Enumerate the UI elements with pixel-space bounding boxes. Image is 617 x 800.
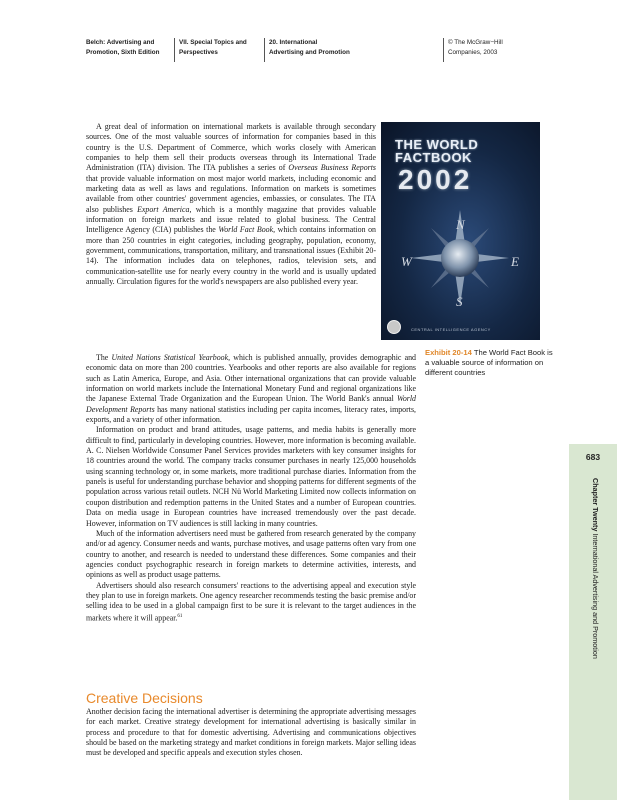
header-copyright: © The McGraw−Hill Companies, 2003 xyxy=(448,39,503,56)
compass-s: S xyxy=(456,294,463,309)
header-part: VII. Special Topics and Perspectives xyxy=(179,39,247,56)
header-divider xyxy=(264,38,265,62)
paragraph: A great deal of information on international markets is available through secondary sources. One of the most valuable sources of information for companies based in this country is the U.S. Department of Commerce, which works closely with American companies to help them sell their products overseas through its International Trade Administration (ITA) division. The ITA publishes a series of Overseas Business Reports that provide valuable information on most major world markets, including economic and marketing data as well as laws and regulations. Information on markets is sometimes available from other countries' government agencies, embassies, or consulates. The ITA also publishes Export America, which is a monthly magazine that provides valuable information on foreign markets and issue related to global business. The Central Intelligence Agency (CIA) publishes the World Fact Book, which contains information on more than 250 countries in eight categories, including geography, population, economy, government, communications, transportation, military, and transnational issues (Exhibit 20-14). The information includes data on telephones, radios, television sets, and communication-satellite use for nearly every country in the world and is usually updated annually. Circulation figures for the world's newspapers are also published every year. xyxy=(86,122,376,287)
compass-w: W xyxy=(401,254,412,269)
chapter-title-vertical xyxy=(586,478,600,778)
page-number: 683 xyxy=(585,452,601,462)
exhibit-caption-text: The World Fact Book is a valuable source of information on different countries xyxy=(425,348,553,377)
header-divider xyxy=(443,38,444,62)
cover-title: THE WORLD FACTBOOK xyxy=(395,137,479,165)
header-divider xyxy=(174,38,175,62)
paragraph: Much of the information advertisers need must be gathered from research generated by the company and/or ad agency. Consumer needs and wants, purchase motives, and usage patterns often vary from one country to another, and research is needed to understand these differences. Some companies and their agencies conduct psychographic research in foreign markets to determine activities, interests, and opinions as well as product usage patterns. xyxy=(86,528,416,580)
cover-year: 2002 xyxy=(398,164,473,195)
body-column-wide xyxy=(86,353,416,624)
body-column-narrow xyxy=(86,122,376,288)
paragraph: Advertisers should also research consumers' reactions to the advertising appeal and execution style they plan to use in foreign markets. One agency researcher recommends testing the basic premise and/or selling idea to be used in a global campaign first to be sure it is relevant to the target audiences in the markets where it will appear.$^{61}$ xyxy=(86,580,416,623)
section-body xyxy=(86,707,416,759)
running-header xyxy=(86,38,536,66)
cover-footer: CENTRAL INTELLIGENCE AGENCY xyxy=(411,327,491,332)
exhibit-tag: Exhibit 20-14 xyxy=(425,348,472,357)
exhibit-caption xyxy=(425,348,555,378)
chapter-label: Chapter Twenty xyxy=(591,478,600,532)
header-book: Belch: Advertising and Promotion, Sixth Edition xyxy=(86,39,160,56)
header-chapter: 20. International Advertising and Promotion xyxy=(269,39,350,56)
paragraph: Another decision facing the international advertiser is determining the appropriate advertising messages for each market. Creative strategy development for international advertising is basically similar in process and procedure to that for domestic advertising. Advertising and communications objectives should be based on the marketing strategy and market conditions in foreign markets. Major selling ideas must be developed and specific appeals and execution styles chosen. xyxy=(86,707,416,758)
factbook-cover-image xyxy=(381,122,540,340)
footnote-ref: 61 xyxy=(177,613,183,619)
section-heading: Creative Decisions xyxy=(86,690,203,706)
compass-e: E xyxy=(511,254,519,269)
compass-n: N xyxy=(456,217,465,232)
cia-seal-icon xyxy=(387,320,401,334)
paragraph: Information on product and brand attitudes, usage patterns, and media habits is generally more difficult to find, particularly in developing countries. However, more information is becoming available. A. C. Nielsen Worldwide Consumer Panel Services provides marketers with key consumer insights for 18 countries around the world. The company tracks consumer purchases in nearly 125,000 households using scanning technology or, in some markets, more traditional purchase diaries. Information from the panels is useful for understanding purchase behavior and shopping patterns for different segments of the population across various retail outlets. NCH Nü World Marketing Limited now collects information on coupon distribution and redemption patterns in the United States and a number of European countries. Data on media usage in European countries have increased tremendously over the past decade. However, information on TV audiences is still lacking in many countries. xyxy=(86,425,416,528)
chapter-title: International Advertising and Promotion xyxy=(591,533,600,659)
paragraph: The United Nations Statistical Yearbook, which is published annually, provides demographic and economic data on more than 200 countries. Yearbooks and other reports are also available for regions such as Latin America, Europe, and Asia. Other international organizations that can provide valuable information on world markets include the International Monetary Fund and regional organizations like the Japanese External Trade Organization and the European Union. The World Bank's annual World Development Reports has many national statistics including per capita incomes, literacy rates, imports, exports, and a variety of other information. xyxy=(86,353,416,425)
